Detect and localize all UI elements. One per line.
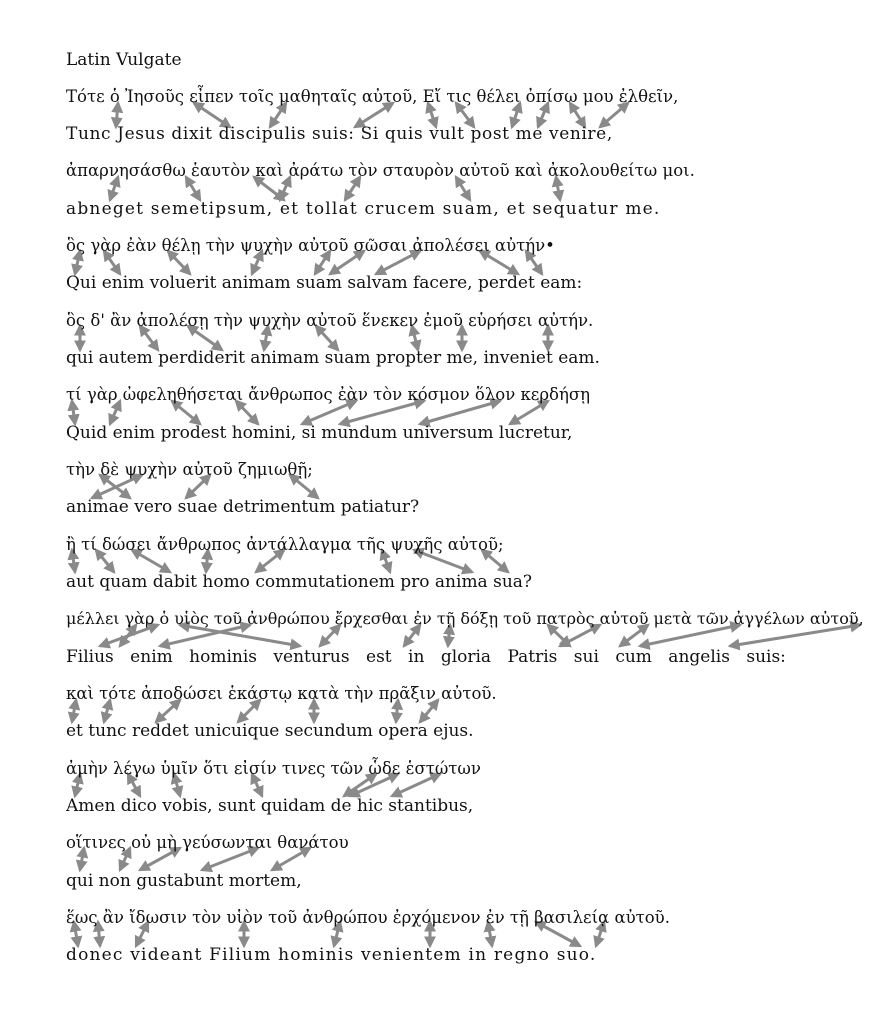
latin-line-3: Qui enim voluerit animam suam salvam facere, perdet eam: xyxy=(66,273,583,293)
latin-line-5: Quid enim prodest homini, si mundum universum lucretur, xyxy=(66,423,573,443)
latin-line-8: Filius enim hominis venturus est in gloria Patris sui cum angelis suis: xyxy=(66,647,786,667)
greek-line-5: τί γὰρ ὠφεληθήσεται ἄνθρωπος ἐὰν τὸν κόσμον ὅλον κερδήσῃ xyxy=(66,385,591,404)
arrow-group xyxy=(72,103,860,946)
greek-line-9: καὶ τότε ἀποδώσει ἑκάστῳ κατὰ τὴν πρᾶξιν αὐτοῦ. xyxy=(66,684,497,703)
latin-line-4: qui autem perdiderit animam suam propter me, inveniet eam. xyxy=(66,348,600,368)
latin-line-1: Tunc Jesus dixit discipulis suis: Si quis vult post me venire, xyxy=(66,124,613,144)
greek-line-1: Τότε ὁ Ἰησοῦς εἶπεν τοῖς μαθηταῖς αὐτοῦ, Εἴ τις θέλει ὀπίσω μου ἐλθεῖν, xyxy=(66,87,679,106)
latin-line-6: animae vero suae detrimentum patiatur? xyxy=(66,497,420,517)
latin-line-11: qui non gustabunt mortem, xyxy=(66,871,302,891)
page-title: Latin Vulgate xyxy=(66,50,182,70)
greek-line-11: οἵτινες οὐ μὴ γεύσωνται θανάτου xyxy=(66,833,349,852)
greek-line-4: ὃς δ' ἂν ἀπολέσῃ τὴν ψυχὴν αὐτοῦ ἕνεκεν ἐμοῦ εὑρήσει αὐτήν. xyxy=(66,311,594,330)
latin-line-7: aut quam dabit homo commutationem pro anima sua? xyxy=(66,572,533,592)
greek-line-12: ἕως ἂν ἴδωσιν τὸν υἱὸν τοῦ ἀνθρώπου ἐρχόμενον ἐν τῇ βασιλείᾳ αὐτοῦ. xyxy=(66,908,670,927)
greek-line-6: τὴν δὲ ψυχὴν αὐτοῦ ζημιωθῇ; xyxy=(66,460,313,479)
greek-line-8: μέλλει γὰρ ὁ υἱὸς τοῦ ἀνθρώπου ἔρχεσθαι ἐν τῇ δόξῃ τοῦ πατρὸς αὐτοῦ μετὰ τῶν ἀγγέλων αὐτοῦ, xyxy=(66,609,864,628)
latin-line-12: donec videant Filium hominis venientem in regno suo. xyxy=(66,945,597,965)
greek-line-7: ἢ τί δώσει ἄνθρωπος ἀντάλλαγμα τῆς ψυχῆς αὐτοῦ; xyxy=(66,535,504,554)
greek-line-10: ἀμὴν λέγω ὑμῖν ὅτι εἰσίν τινες τῶν ὧδε ἑστώτων xyxy=(66,759,481,778)
latin-line-2: abneget semetipsum, et tollat crucem suam, et sequatur me. xyxy=(66,199,661,219)
latin-line-10: Amen dico vobis, sunt quidam de hic stantibus, xyxy=(66,796,474,816)
latin-line-9: et tunc reddet unicuique secundum opera ejus. xyxy=(66,721,474,741)
greek-line-2: ἀπαρνησάσθω ἑαυτὸν καὶ ἀράτω τὸν σταυρὸν αὐτοῦ καὶ ἀκολουθείτω μοι. xyxy=(66,161,695,180)
greek-line-3: ὃς γὰρ ἐὰν θέλῃ τὴν ψυχὴν αὐτοῦ σῶσαι ἀπολέσει αὐτήν• xyxy=(66,236,555,255)
